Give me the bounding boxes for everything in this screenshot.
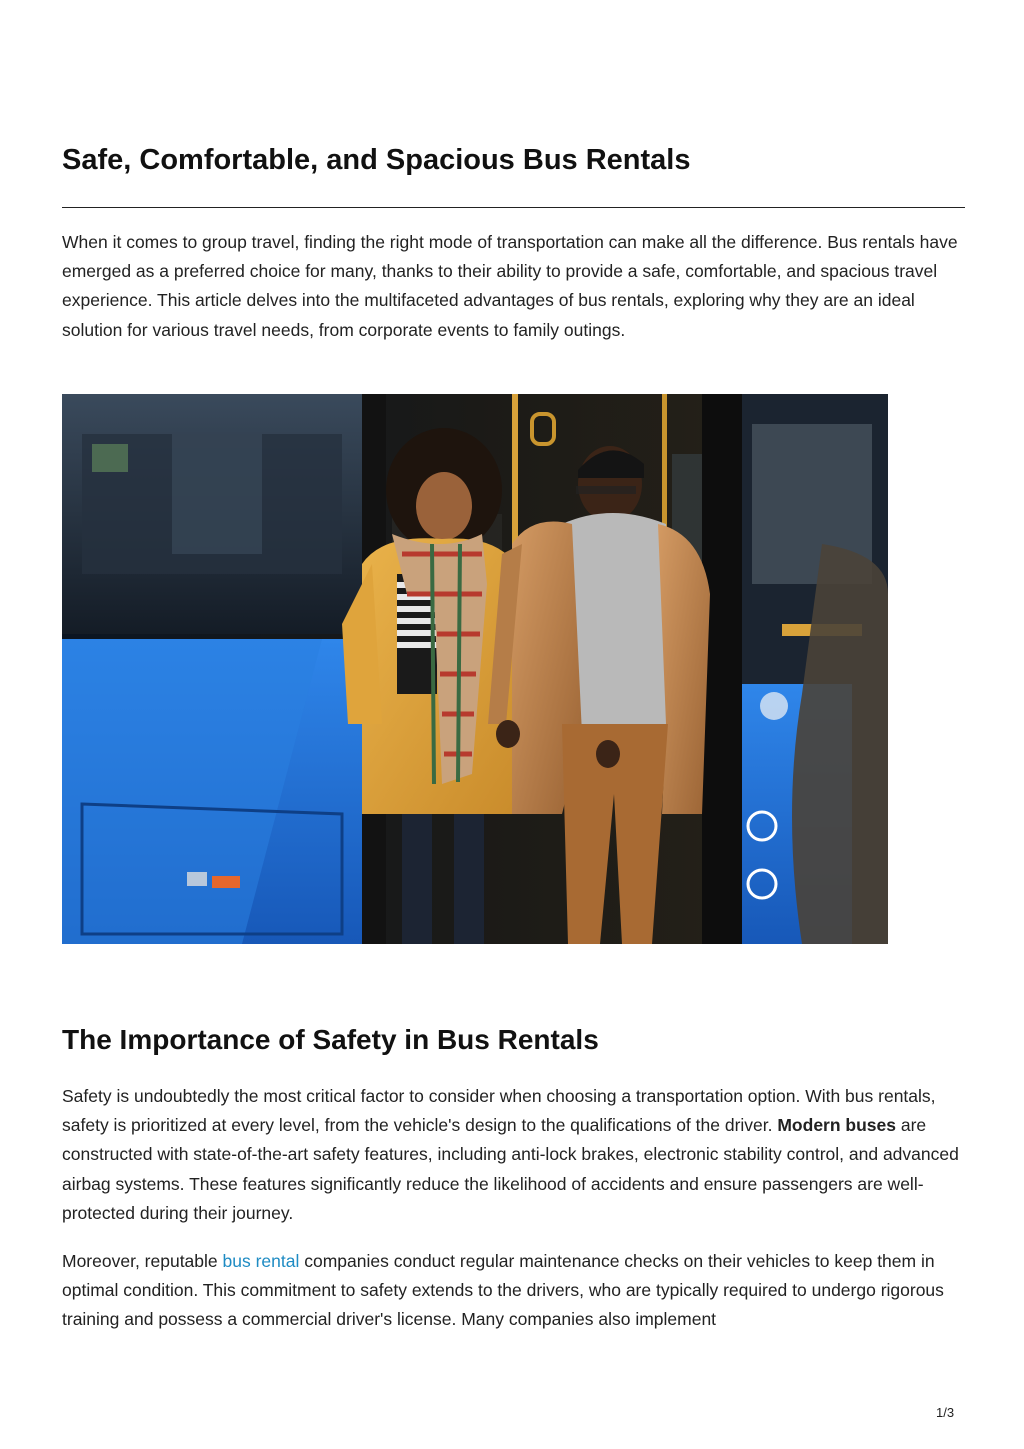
modern-buses-bold: Modern buses [777, 1115, 896, 1136]
bus-rental-link[interactable]: bus rental [222, 1251, 300, 1271]
safety-paragraph-1 [62, 1082, 965, 1228]
page-title: Safe, Comfortable, and Spacious Bus Rentals [62, 144, 691, 176]
safety-paragraph-2-end: companies conduct regular maintenance checks on their vehicles to keep them in optimal condition. This commitment to safety extends to the drivers, who are typically required to undergo rigorous training and possess a commercial driver's license. Many companies also implement [62, 1251, 944, 1330]
page-number: 1/3 [936, 1405, 955, 1420]
safety-paragraph-2-start: Moreover, reputable [62, 1251, 223, 1271]
safety-paragraph-2 [62, 1247, 965, 1335]
safety-paragraph-1-end: are constructed with state-of-the-art safety features, including anti-lock brakes, electronic stability control, and advanced airbag systems. These features significantly reduce the likelihood of accidents and ensure passengers are well-protected during their journey. [62, 1115, 959, 1223]
title-divider [62, 207, 965, 208]
safety-paragraph-1-start: Safety is undoubtedly the most critical factor to consider when choosing a transportation option. With bus rentals, safety is prioritized at every level, from the vehicle's design to the qualifications of the driver. [62, 1086, 936, 1136]
intro-paragraph: When it comes to group travel, finding the right mode of transportation can make all the difference. Bus rentals have emerged as a preferred choice for many, thanks to their ability to provide a safe, comfortable, and spacious travel experience. This article delves into the multifaceted advantages of bus rentals, exploring why they are an ideal solution for various travel needs, from corporate events to family outings. [62, 232, 958, 340]
hero-photo-couple-leaving-bus [62, 394, 888, 944]
section-heading-safety: The Importance of Safety in Bus Rentals [62, 1024, 599, 1055]
